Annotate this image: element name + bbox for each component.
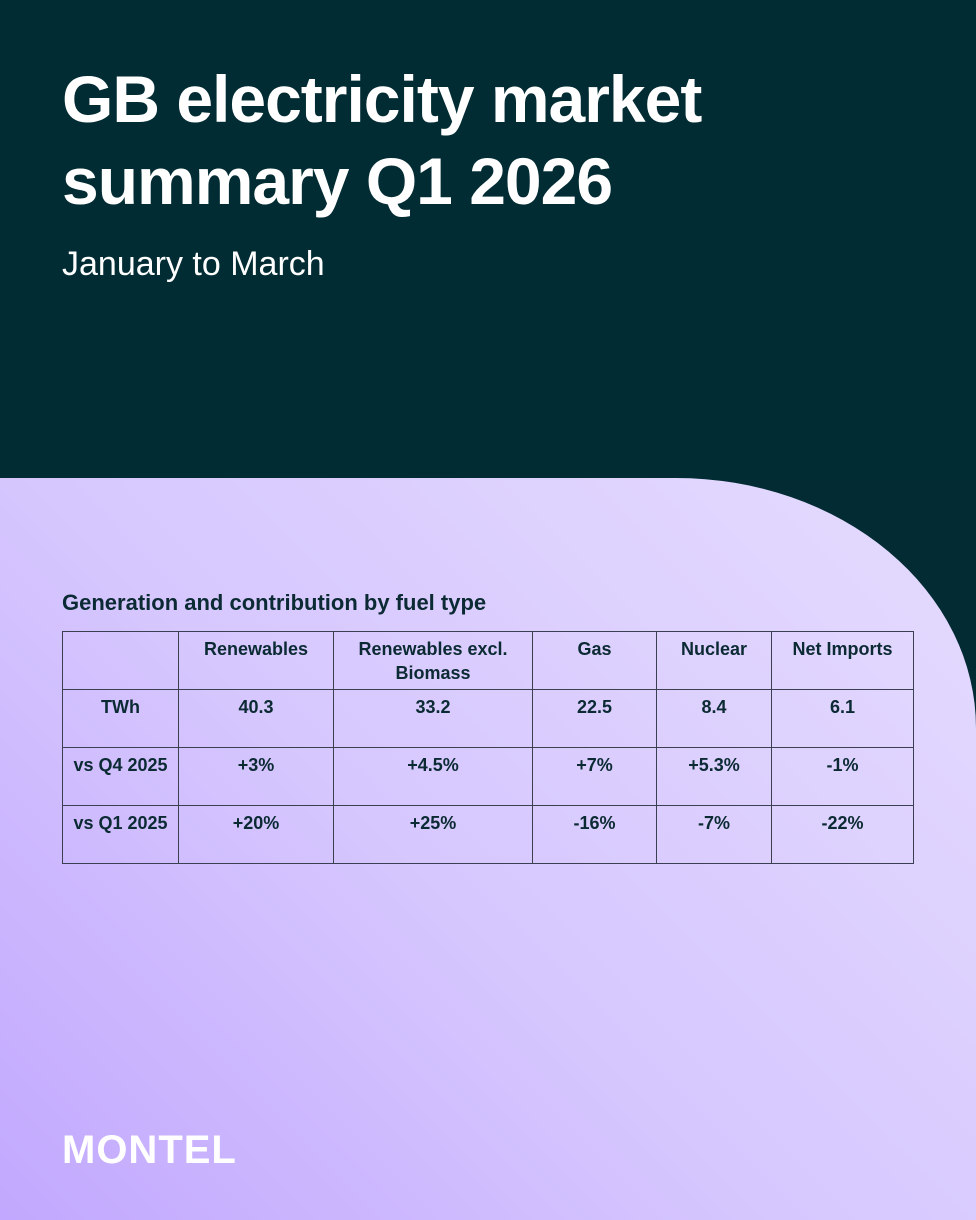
cell-value: 33.2 (334, 690, 533, 748)
row-label-twh: TWh (63, 690, 179, 748)
column-header-renewables-excl-biomass: Renewables excl. Biomass (334, 632, 533, 690)
table-row (63, 748, 914, 806)
column-header-renewables: Renewables (179, 632, 334, 690)
column-header-nuclear: Nuclear (657, 632, 772, 690)
cell-value: -16% (533, 806, 657, 864)
fuel-type-table (62, 631, 914, 864)
cell-value: +5.3% (657, 748, 772, 806)
cell-value: +7% (533, 748, 657, 806)
cell-value: 40.3 (179, 690, 334, 748)
page-subtitle: January to March (62, 245, 325, 283)
column-header-empty (63, 632, 179, 690)
header-banner (0, 0, 976, 480)
column-header-gas: Gas (533, 632, 657, 690)
row-label-vs-q4-2025: vs Q4 2025 (63, 748, 179, 806)
cell-value: +20% (179, 806, 334, 864)
table-header-row (63, 632, 914, 690)
cell-value: 22.5 (533, 690, 657, 748)
table-row (63, 690, 914, 748)
title-line-2: summary Q1 2026 (62, 144, 613, 218)
column-header-net-imports: Net Imports (772, 632, 914, 690)
cell-value: +25% (334, 806, 533, 864)
cell-value: +4.5% (334, 748, 533, 806)
cell-value: -22% (772, 806, 914, 864)
row-label-vs-q1-2025: vs Q1 2025 (63, 806, 179, 864)
title-line-1: GB electricity market (62, 62, 702, 136)
cell-value: +3% (179, 748, 334, 806)
montel-logo: MONTEL (62, 1128, 237, 1172)
cell-value: 6.1 (772, 690, 914, 748)
table-row (63, 806, 914, 864)
cell-value: -7% (657, 806, 772, 864)
section-heading: Generation and contribution by fuel type (62, 590, 487, 615)
page-title (62, 58, 942, 222)
cell-value: 8.4 (657, 690, 772, 748)
cell-value: -1% (772, 748, 914, 806)
